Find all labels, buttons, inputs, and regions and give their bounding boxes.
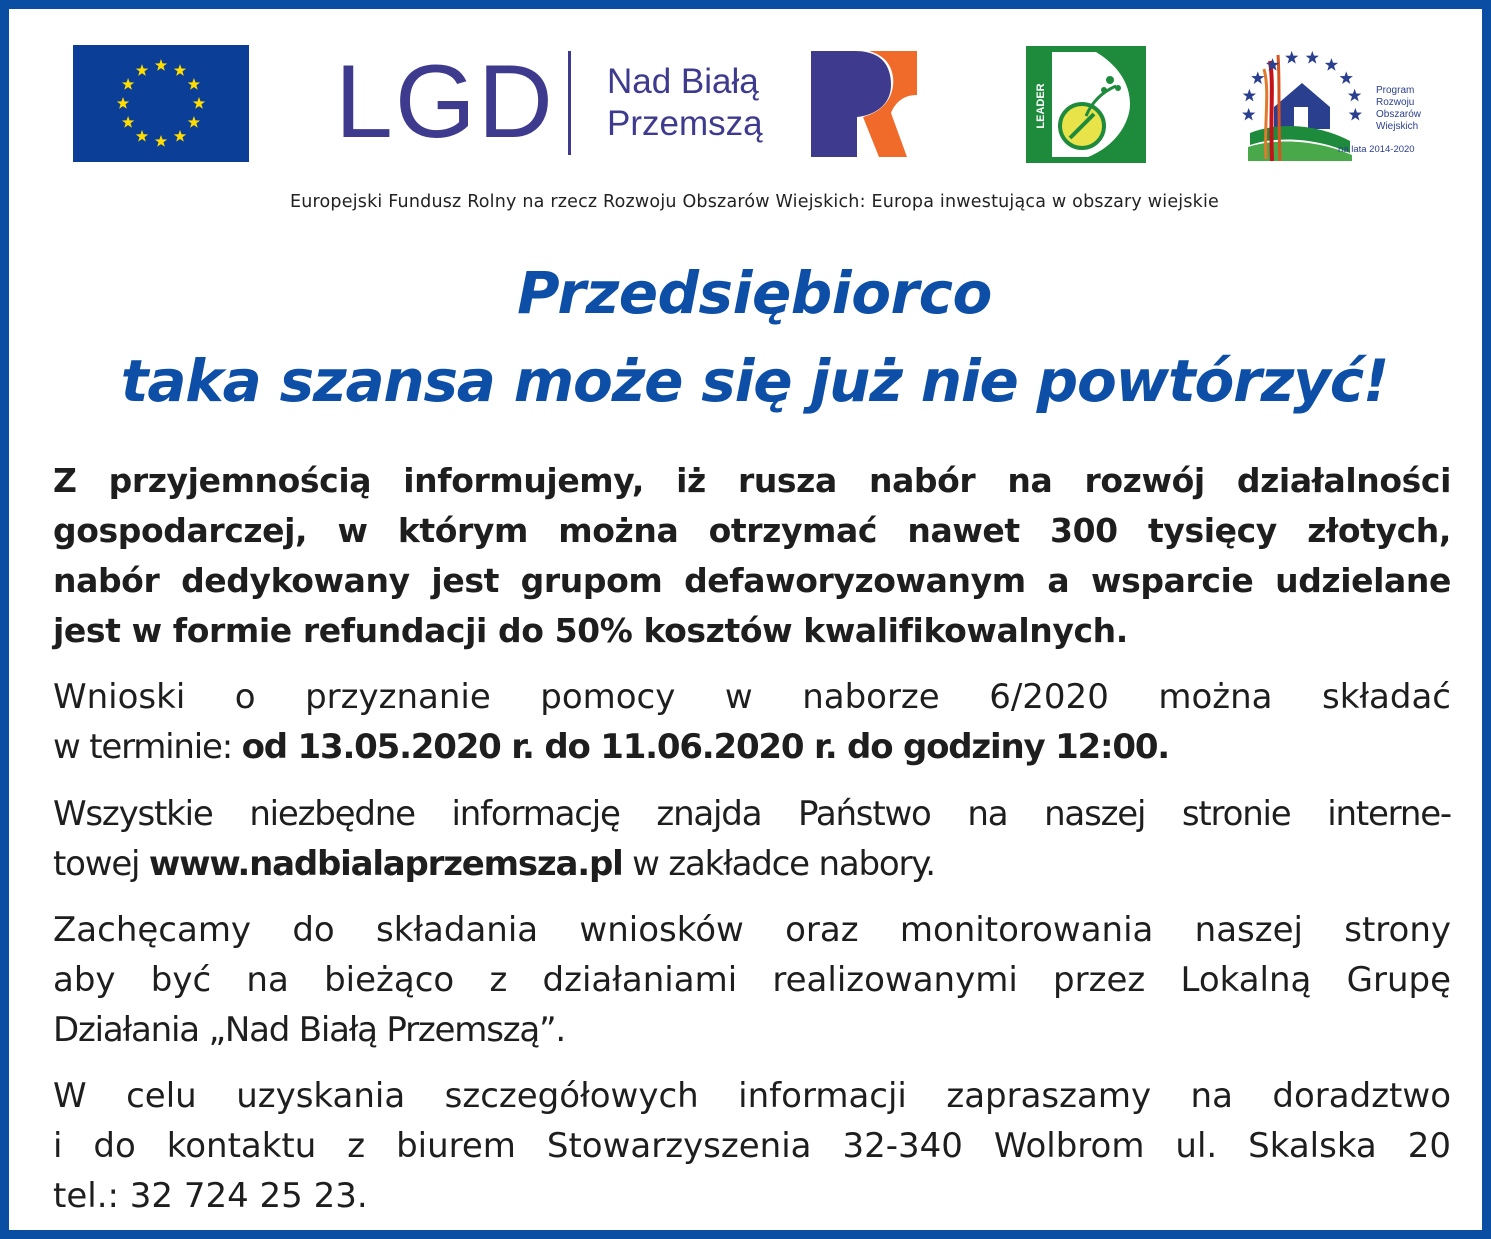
prow-name — [1376, 85, 1421, 133]
eu-star-icon — [188, 116, 200, 128]
leader-label: LEADER — [1035, 83, 1047, 129]
deadline-line — [53, 722, 1451, 772]
eu-star-icon — [122, 116, 134, 128]
prow-star-icon — [1243, 89, 1256, 102]
lgd-abbrev: LGD — [335, 44, 555, 160]
eu-star-icon — [174, 130, 186, 142]
intro-line: nabór dedykowany jest grupom defaworyzowanym a wsparcie udzielane — [53, 561, 1451, 600]
lgd-logo — [335, 44, 925, 161]
website-line: Wszystkie niezbędne informację znajda Państwo na naszej stronie interne- — [53, 794, 1451, 834]
lgd-mark-icon — [811, 51, 917, 161]
lgd-name-line1: Nad Białą — [607, 62, 759, 101]
eu-star-icon — [193, 97, 205, 109]
encourage-line: Zachęcamy do składania wniosków oraz monitorowania naszej strony — [53, 910, 1451, 950]
contact-paragraph — [53, 1071, 1451, 1221]
contact-line: tel.: 32 724 25 23. — [53, 1176, 368, 1216]
eu-star-icon — [136, 64, 148, 76]
prow-star-icon — [1349, 108, 1362, 121]
deadline-paragraph — [53, 672, 1451, 772]
intro-paragraph — [53, 456, 1451, 656]
eu-flag-icon — [73, 45, 249, 162]
intro-line: jest w formie refundacji do 50% kosztów kwalifikowalnych. — [53, 611, 1128, 650]
eu-star-icon — [136, 130, 148, 142]
prow-line-2: Rozwoju — [1376, 97, 1415, 108]
website-line — [53, 839, 1451, 889]
website-prefix: towej — [53, 844, 149, 884]
encourage-line: aby być na bieżąco z działaniami realizowanymi przez Lokalną Grupę — [53, 960, 1451, 1000]
prow-line-3: Obszarów — [1376, 109, 1422, 120]
contact-line: W celu uzyskania szczegółowych informacji zapraszamy na doradztwo — [53, 1076, 1451, 1116]
deadline-prefix: w terminie: — [53, 727, 242, 767]
headline-line-1: Przedsiębiorco — [517, 259, 992, 327]
deadline-line: Wnioski o przyznanie pomocy w naborze 6/2020 można składać — [53, 677, 1451, 717]
prow-line-4: Wiejskich — [1376, 121, 1419, 132]
intro-line: Z przyjemnością informujemy, iż rusza nabór na rozwój działalności — [53, 461, 1451, 500]
encourage-paragraph — [53, 905, 1451, 1055]
lgd-separator — [568, 51, 571, 155]
eu-star-icon — [155, 135, 167, 147]
logo-strip — [9, 9, 1482, 184]
eu-star-icon — [117, 97, 129, 109]
contact-line: i do kontaktu z biurem Stowarzyszenia 32-340 Wolbrom ul. Skalska 20 — [53, 1126, 1451, 1166]
headline-line-2: taka szansa może się już nie powtórzyć! — [120, 347, 1389, 415]
lgd-name-line2: Przemszą — [607, 104, 763, 143]
website-paragraph — [53, 789, 1451, 889]
prow-star-icon — [1340, 71, 1353, 84]
eu-star-icon — [174, 64, 186, 76]
eu-star-icon — [155, 59, 167, 71]
website-link[interactable]: www.nadbialaprzemsza.pl — [148, 844, 623, 884]
fund-caption: Europejski Fundusz Rolny na rzecz Rozwoju Obszarów Wiejskich: Europa inwestująca w obszary wiejskie — [289, 192, 1220, 212]
intro-line: gospodarczej, w którym można otrzymać nawet 300 tysięcy złotych, — [53, 511, 1451, 550]
prow-years: na lata 2014-2020 — [1338, 144, 1415, 155]
prow-logo — [1230, 41, 1440, 166]
eu-star-icon — [122, 78, 134, 90]
prow-star-icon — [1325, 58, 1338, 71]
encourage-line: Działania „Nad Białą Przemszą”. — [53, 1010, 566, 1050]
leader-logo — [1026, 46, 1146, 163]
deadline-dates: od 13.05.2020 r. do 11.06.2020 r. do godziny 12:00. — [241, 727, 1170, 767]
eu-star-icon — [188, 78, 200, 90]
prow-star-icon — [1348, 89, 1361, 102]
lgd-name — [607, 61, 763, 145]
prow-line-1: Program — [1376, 85, 1415, 96]
website-suffix: w zakładce nabory. — [622, 844, 935, 884]
